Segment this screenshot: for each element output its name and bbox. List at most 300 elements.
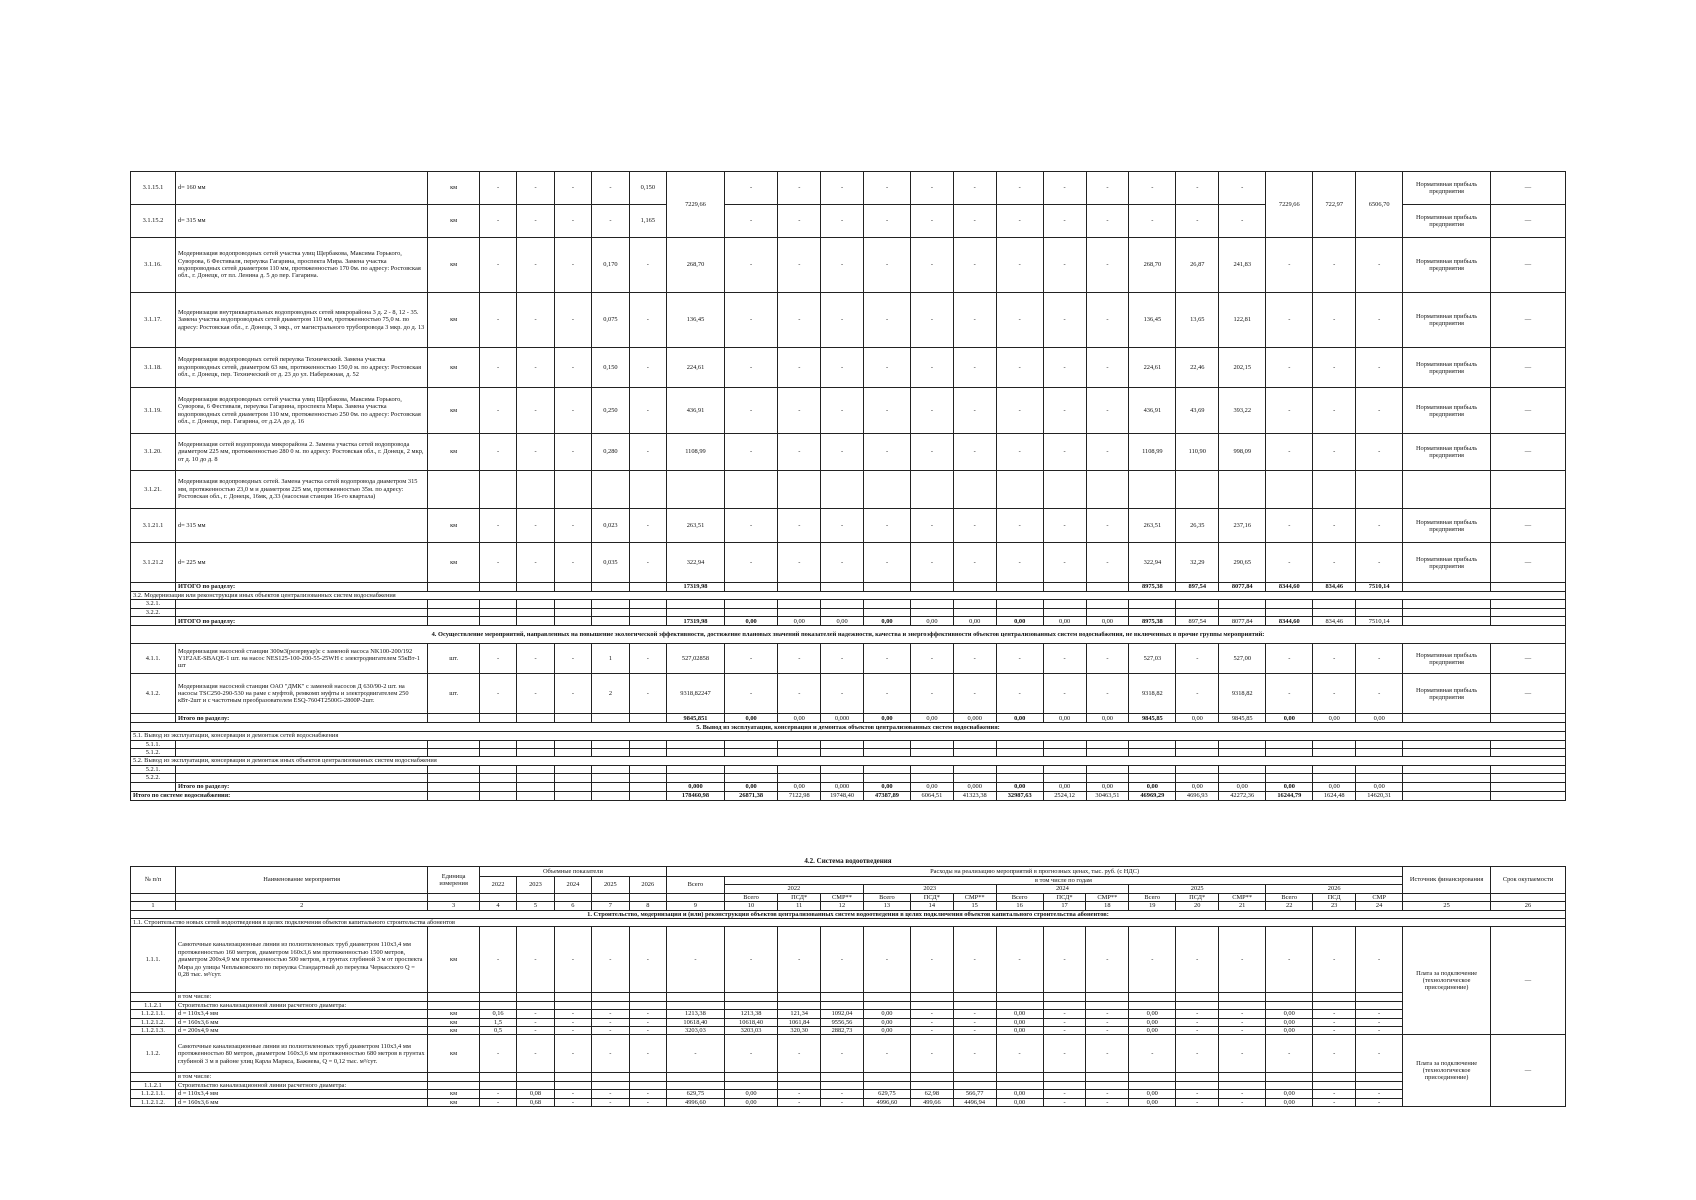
dash-cell: -	[629, 1098, 666, 1106]
section-row	[131, 592, 1566, 600]
section-title-wastewater: 4.2. Система водоотведения	[804, 857, 892, 865]
dash-cell: -	[724, 644, 778, 674]
total-value: 0,00	[996, 617, 1043, 626]
row-name: d = 110х3,4 мм	[175, 1010, 428, 1018]
dash-cell: -	[1086, 509, 1129, 543]
empty-cell	[592, 1073, 629, 1081]
empty-cell	[724, 1073, 778, 1081]
column-number: 12	[821, 902, 864, 910]
payback-term: —	[1490, 1035, 1565, 1107]
empty-cell	[724, 600, 778, 608]
dash-cell: -	[996, 293, 1043, 348]
dash-cell: -	[821, 293, 864, 348]
empty-cell	[667, 993, 725, 1001]
cost-2025-smr: 241,83	[1219, 238, 1266, 293]
dash-cell: -	[996, 205, 1043, 238]
empty-cell	[953, 471, 996, 509]
empty-cell	[1490, 714, 1565, 723]
header-name: Наименование мероприятия	[175, 867, 428, 894]
total-value: 0,00	[911, 617, 954, 626]
total-cost: 136,45	[667, 293, 725, 348]
empty-cell	[1129, 993, 1176, 1001]
empty-cell	[1086, 740, 1129, 748]
dash-cell: -	[724, 293, 778, 348]
empty-cell	[821, 1001, 864, 1009]
empty-cell	[592, 600, 629, 608]
dash-cell: -	[1043, 293, 1086, 348]
total-value: 19748,40	[821, 791, 864, 800]
empty-cell	[428, 782, 479, 791]
row-code: 3.1.19.	[131, 388, 176, 434]
empty-cell	[1266, 993, 1313, 1001]
row-name: Модернизация внутриквартальных водопроводных сетей микрорайона 3 д. 2 - 8, 12 - 35. Замена участка водопроводных сетей диаметром 110 мм, протяженностью 75,0 м. по адресу: Ростовская обл., г. Донецк, 3 мкр., от магистрального трубопровода 3 мкр. до д. 13	[175, 293, 428, 348]
dash-cell: -	[821, 927, 864, 993]
dash-cell: -	[863, 238, 910, 293]
cost-2025-total: 224,61	[1129, 348, 1176, 388]
cost-2026-total: 7229,66	[1266, 172, 1313, 238]
dash-cell: -	[554, 434, 591, 471]
dash-cell: -	[1266, 238, 1313, 293]
dash-cell: -	[1219, 1027, 1266, 1035]
empty-cell	[1356, 471, 1403, 509]
empty-cell	[1266, 1001, 1313, 1009]
row-code: 1.1.2.	[131, 1035, 176, 1073]
total-label: ИТОГО по разделу:	[175, 583, 428, 592]
empty-cell	[428, 893, 479, 901]
empty-cell	[1313, 1081, 1356, 1089]
column-number: 4	[479, 902, 516, 910]
dash-cell: -	[1219, 172, 1266, 205]
dash-cell: -	[1086, 172, 1129, 205]
funding-source: Нормативная прибыль предприятия	[1403, 644, 1491, 674]
dash-cell: -	[1313, 434, 1356, 471]
empty-cell	[996, 471, 1043, 509]
table-row	[131, 927, 1566, 993]
empty-cell	[1490, 740, 1565, 748]
empty-cell	[175, 765, 428, 773]
row-code: 3.1.17.	[131, 293, 176, 348]
total-label: ИТОГО по разделу:	[175, 617, 428, 626]
empty-cell	[910, 1081, 953, 1089]
funding-source: Нормативная прибыль предприятия	[1403, 434, 1491, 471]
row-code: 1.1.2.1	[131, 1001, 176, 1009]
total-value: 834,46	[1313, 583, 1356, 592]
cost-2026-total: 0,00	[1266, 1027, 1313, 1035]
empty-cell	[592, 749, 629, 757]
empty-cell	[592, 791, 629, 800]
dash-cell: -	[953, 1035, 996, 1073]
dash-cell: -	[996, 1035, 1043, 1073]
total-cost: 3203,03	[667, 1027, 725, 1035]
empty-cell	[592, 782, 629, 791]
row-unit: км	[428, 1010, 479, 1018]
row-name: d= 160 мм	[175, 172, 428, 205]
dash-cell: -	[953, 348, 996, 388]
row-code: 1.1.2.1.2.	[131, 1018, 176, 1026]
table-row	[131, 348, 1566, 388]
dash-cell: -	[479, 543, 516, 583]
dash-cell: -	[953, 927, 996, 993]
cost-2025-total: 527,03	[1129, 644, 1176, 674]
total-value: 0,00	[1219, 782, 1266, 791]
empty-cell	[1176, 740, 1219, 748]
total-label: Итого по разделу:	[175, 714, 428, 723]
header-year: 2024	[996, 885, 1129, 893]
total-value: 30463,51	[1086, 791, 1129, 800]
volume-2025: 0,170	[592, 238, 629, 293]
empty-cell	[821, 774, 864, 782]
dash-cell: -	[996, 434, 1043, 471]
empty-cell	[996, 583, 1043, 592]
dash-cell: -	[863, 205, 910, 238]
empty-cell	[911, 774, 954, 782]
dash-cell: -	[911, 644, 954, 674]
row-unit: км	[428, 238, 479, 293]
empty-cell	[1313, 1001, 1356, 1009]
empty-cell	[629, 1001, 666, 1009]
empty-cell	[953, 1073, 996, 1081]
empty-cell	[778, 1081, 821, 1089]
row-unit: км	[428, 434, 479, 471]
funding-source: Плата за подключение (технологическое присоединение)	[1403, 1035, 1491, 1107]
dash-cell: -	[592, 1010, 629, 1018]
empty-cell	[592, 608, 629, 616]
dash-cell: -	[1043, 543, 1086, 583]
dash-cell: -	[667, 927, 725, 993]
empty-cell	[821, 740, 864, 748]
dash-cell: -	[953, 1010, 996, 1018]
dash-cell: -	[517, 434, 554, 471]
funding-source: Нормативная прибыль предприятия	[1403, 348, 1491, 388]
empty-cell	[131, 714, 176, 723]
empty-cell	[667, 600, 725, 608]
dash-cell: -	[1266, 1035, 1313, 1073]
dash-cell: -	[1043, 388, 1086, 434]
column-number: 19	[1129, 902, 1176, 910]
row-unit: шт.	[428, 644, 479, 674]
empty-cell	[724, 583, 778, 592]
empty-cell	[778, 600, 821, 608]
empty-cell	[629, 617, 666, 626]
dash-cell: -	[479, 293, 516, 348]
dash-cell: -	[1043, 509, 1086, 543]
row-name: d = 110х3,4 мм	[175, 1090, 428, 1098]
dash-cell: -	[554, 1010, 591, 1018]
column-number: 10	[724, 902, 778, 910]
dash-cell: -	[592, 1035, 629, 1073]
dash-cell: -	[1266, 927, 1313, 993]
header-costs: Расходы на реализацию мероприятий в прогнозных ценах, тыс. руб. (с НДС)	[667, 867, 1403, 877]
total-value: 0,00	[1086, 617, 1129, 626]
dash-cell: -	[1086, 1010, 1129, 1018]
dash-cell: -	[778, 434, 821, 471]
total-value: 0,00	[1043, 782, 1086, 791]
dash-cell: -	[911, 543, 954, 583]
total-value: 14620,31	[1356, 791, 1403, 800]
empty-cell	[1490, 774, 1565, 782]
empty-cell	[996, 993, 1043, 1001]
dash-cell: -	[821, 172, 864, 205]
empty-cell	[131, 893, 176, 901]
dash-cell: -	[953, 1027, 996, 1035]
header-funding: Источник финансирования	[1403, 867, 1491, 894]
empty-cell	[1219, 774, 1266, 782]
dash-cell: -	[1086, 293, 1129, 348]
payback-term: —	[1490, 348, 1565, 388]
column-number: 5	[517, 902, 554, 910]
total-label: Итого по разделу:	[175, 782, 428, 791]
empty-cell	[1403, 617, 1491, 626]
empty-cell	[1490, 765, 1565, 773]
dash-cell: -	[479, 1035, 516, 1073]
dash-cell: -	[821, 238, 864, 293]
cost-2023-smr: 4496,94	[953, 1098, 996, 1106]
total-cost: 436,91	[667, 388, 725, 434]
table-row	[131, 1073, 1566, 1081]
dash-cell: -	[554, 543, 591, 583]
dash-cell: -	[1356, 1010, 1403, 1018]
empty-cell	[1129, 471, 1176, 509]
dash-cell: -	[996, 238, 1043, 293]
total-value: 0,000	[953, 714, 996, 723]
empty-cell	[667, 740, 725, 748]
section-row	[131, 757, 1566, 765]
dash-cell: -	[554, 348, 591, 388]
empty-cell	[479, 1081, 516, 1089]
volume-2025: 0,280	[592, 434, 629, 471]
dash-cell: -	[667, 1035, 725, 1073]
row-name: Модернизация водопроводных сетей. Замена участка сетей водопровода диаметром 315 мм, протяженностью 23,0 м и диаметром 225 мм, протяженностью 35м. по адресу: Ростовская обл., г. Донецк, 16мк, д.33 (насосная станция 16-го квартала)	[175, 471, 428, 509]
empty-cell	[592, 1001, 629, 1009]
empty-cell	[863, 765, 910, 773]
empty-cell	[1086, 774, 1129, 782]
table-row	[131, 1035, 1566, 1073]
empty-cell	[131, 617, 176, 626]
empty-cell	[517, 993, 554, 1001]
payback-term: —	[1490, 205, 1565, 238]
empty-cell	[1086, 993, 1129, 1001]
row-unit: км	[428, 293, 479, 348]
dash-cell: -	[629, 1035, 666, 1073]
funding-source: Нормативная прибыль предприятия	[1403, 543, 1491, 583]
dash-cell: -	[1129, 1035, 1176, 1073]
empty-cell	[1043, 1073, 1086, 1081]
empty-cell	[554, 471, 591, 509]
empty-cell	[517, 740, 554, 748]
empty-cell	[1356, 1073, 1403, 1081]
empty-cell	[667, 608, 725, 616]
dash-cell: -	[953, 509, 996, 543]
row-code: 1.1.2.1.3.	[131, 1027, 176, 1035]
total-value: 7122,98	[778, 791, 821, 800]
dash-cell: -	[1219, 927, 1266, 993]
empty-cell	[479, 740, 516, 748]
empty-cell	[863, 583, 910, 592]
empty-cell	[821, 471, 864, 509]
empty-cell	[428, 471, 479, 509]
dash-cell: -	[517, 238, 554, 293]
dash-cell: -	[821, 434, 864, 471]
cost-2023-total: 0,00	[863, 1010, 910, 1018]
empty-cell	[517, 765, 554, 773]
header-sub: ПСД*	[1176, 893, 1219, 901]
row-code: 5.2.1.	[131, 765, 176, 773]
empty-cell	[953, 774, 996, 782]
cost-2025-psd: 32,29	[1176, 543, 1219, 583]
row-name: Модернизация насосной станции 300м3(резервуар)с с заменой насоса NK100-200/192 Y1F2AE-SBAQE-1 шт. на насос NES125-100-200-55-25WH с электродвигателем 55кВт-1 шт	[175, 644, 428, 674]
empty-cell	[821, 1073, 864, 1081]
cost-2023-total: 0,00	[863, 1027, 910, 1035]
empty-cell	[1043, 471, 1086, 509]
total-value: 0,00	[724, 782, 778, 791]
dash-cell: -	[1043, 434, 1086, 471]
empty-cell	[479, 749, 516, 757]
dash-cell: -	[778, 388, 821, 434]
empty-cell	[1313, 765, 1356, 773]
row-code: 1.1.2.1.1.	[131, 1010, 176, 1018]
dash-cell: -	[863, 509, 910, 543]
empty-cell	[1490, 600, 1565, 608]
empty-cell	[996, 774, 1043, 782]
empty-cell	[1403, 774, 1491, 782]
table-row	[131, 238, 1566, 293]
empty-cell	[1356, 774, 1403, 782]
dash-cell: -	[1129, 172, 1176, 205]
empty-cell	[724, 1001, 778, 1009]
empty-cell	[1490, 471, 1565, 509]
empty-cell	[1313, 471, 1356, 509]
cost-2025-smr: 527,00	[1219, 644, 1266, 674]
volume-2025: 2	[592, 674, 629, 714]
column-number: 25	[1403, 902, 1491, 910]
empty-cell	[1043, 1081, 1086, 1089]
empty-cell	[1219, 749, 1266, 757]
dash-cell: -	[821, 205, 864, 238]
empty-cell	[863, 1081, 910, 1089]
row-code: 3.1.21.1	[131, 509, 176, 543]
empty-cell	[479, 600, 516, 608]
section-row	[131, 723, 1566, 732]
dash-cell: -	[1356, 238, 1403, 293]
cost-2025-psd: 26,87	[1176, 238, 1219, 293]
empty-cell	[629, 774, 666, 782]
dash-cell: -	[1043, 205, 1086, 238]
empty-cell	[629, 583, 666, 592]
empty-cell	[1490, 893, 1565, 901]
dash-cell: -	[1313, 674, 1356, 714]
empty-cell	[1086, 1073, 1129, 1081]
empty-cell	[517, 749, 554, 757]
empty-cell	[1219, 740, 1266, 748]
empty-cell	[554, 1081, 591, 1089]
empty-cell	[554, 774, 591, 782]
header-year: 2024	[554, 877, 591, 894]
empty-cell	[1313, 774, 1356, 782]
empty-cell	[517, 471, 554, 509]
total-value: 0,000	[821, 782, 864, 791]
dash-cell: -	[1086, 1035, 1129, 1073]
total-value: 0,00	[1086, 782, 1129, 791]
payback-term: —	[1490, 293, 1565, 348]
row-code: 3.2.1.	[131, 600, 176, 608]
total-value: 8975,38	[1129, 617, 1176, 626]
empty-cell	[863, 993, 910, 1001]
empty-cell	[667, 1073, 725, 1081]
total-value: 8344,60	[1266, 583, 1313, 592]
total-value: 0,00	[911, 782, 954, 791]
empty-cell	[1313, 600, 1356, 608]
table-row	[131, 1018, 1566, 1026]
funding-source: Нормативная прибыль предприятия	[1403, 509, 1491, 543]
cost-2023-psd: 499,66	[910, 1098, 953, 1106]
total-value: 4696,93	[1176, 791, 1219, 800]
dash-cell: -	[910, 1010, 953, 1018]
empty-cell	[592, 617, 629, 626]
dash-cell: -	[1313, 509, 1356, 543]
column-number: 13	[863, 902, 910, 910]
empty-cell	[863, 749, 910, 757]
dash-cell: -	[629, 927, 666, 993]
total-cost: 263,51	[667, 509, 725, 543]
total-value: 8077,84	[1219, 617, 1266, 626]
empty-cell	[1043, 600, 1086, 608]
column-number: 11	[778, 902, 821, 910]
empty-cell	[479, 1001, 516, 1009]
dash-cell: -	[953, 1018, 996, 1026]
cost-2024-total: 0,00	[996, 1098, 1043, 1106]
empty-cell	[1490, 749, 1565, 757]
row-name: d = 160х3,6 мм	[175, 1098, 428, 1106]
header-total: Всего	[667, 877, 725, 894]
dash-cell: -	[517, 172, 554, 205]
column-number: 8	[629, 902, 666, 910]
dash-cell: -	[724, 205, 778, 238]
header-year: 2026	[629, 877, 666, 894]
total-value: 0,00	[996, 782, 1043, 791]
volume-2026: 0,150	[629, 172, 666, 205]
total-cost: 527,02858	[667, 644, 725, 674]
empty-cell	[428, 608, 479, 616]
cost-2025-smr: 998,09	[1219, 434, 1266, 471]
dash-cell: -	[1266, 509, 1313, 543]
row-name: Модернизация водопроводных сетей переулка Технический. Замена участка водопроводных сетей, диаметром 63 мм, протяженностью 150,0 м. по адресу: Ростовская обл., г. Донецк, пер. Технический от д. 23 до ул. Набережная, д. 52	[175, 348, 428, 388]
dash-cell: -	[479, 348, 516, 388]
dash-cell: -	[953, 293, 996, 348]
dash-cell: -	[953, 434, 996, 471]
cost-2025-smr: 122,81	[1219, 293, 1266, 348]
dash-cell: -	[1086, 543, 1129, 583]
dash-cell: -	[517, 388, 554, 434]
empty-cell	[1403, 791, 1491, 800]
dash-cell: -	[517, 543, 554, 583]
empty-cell	[996, 1001, 1043, 1009]
dash-cell: -	[863, 434, 910, 471]
volume-2023: 0,08	[517, 1090, 554, 1098]
cost-2025-total: 9318,82	[1129, 674, 1176, 714]
empty-cell	[629, 782, 666, 791]
total-value: 834,46	[1313, 617, 1356, 626]
grand-total-row	[131, 791, 1566, 800]
empty-cell	[911, 740, 954, 748]
empty-cell	[131, 583, 176, 592]
empty-cell	[517, 782, 554, 791]
row-unit: шт.	[428, 674, 479, 714]
cost-2025-total: 268,70	[1129, 238, 1176, 293]
table-row	[131, 1098, 1566, 1106]
dash-cell: -	[517, 674, 554, 714]
column-number: 20	[1176, 902, 1219, 910]
empty-cell	[554, 1073, 591, 1081]
